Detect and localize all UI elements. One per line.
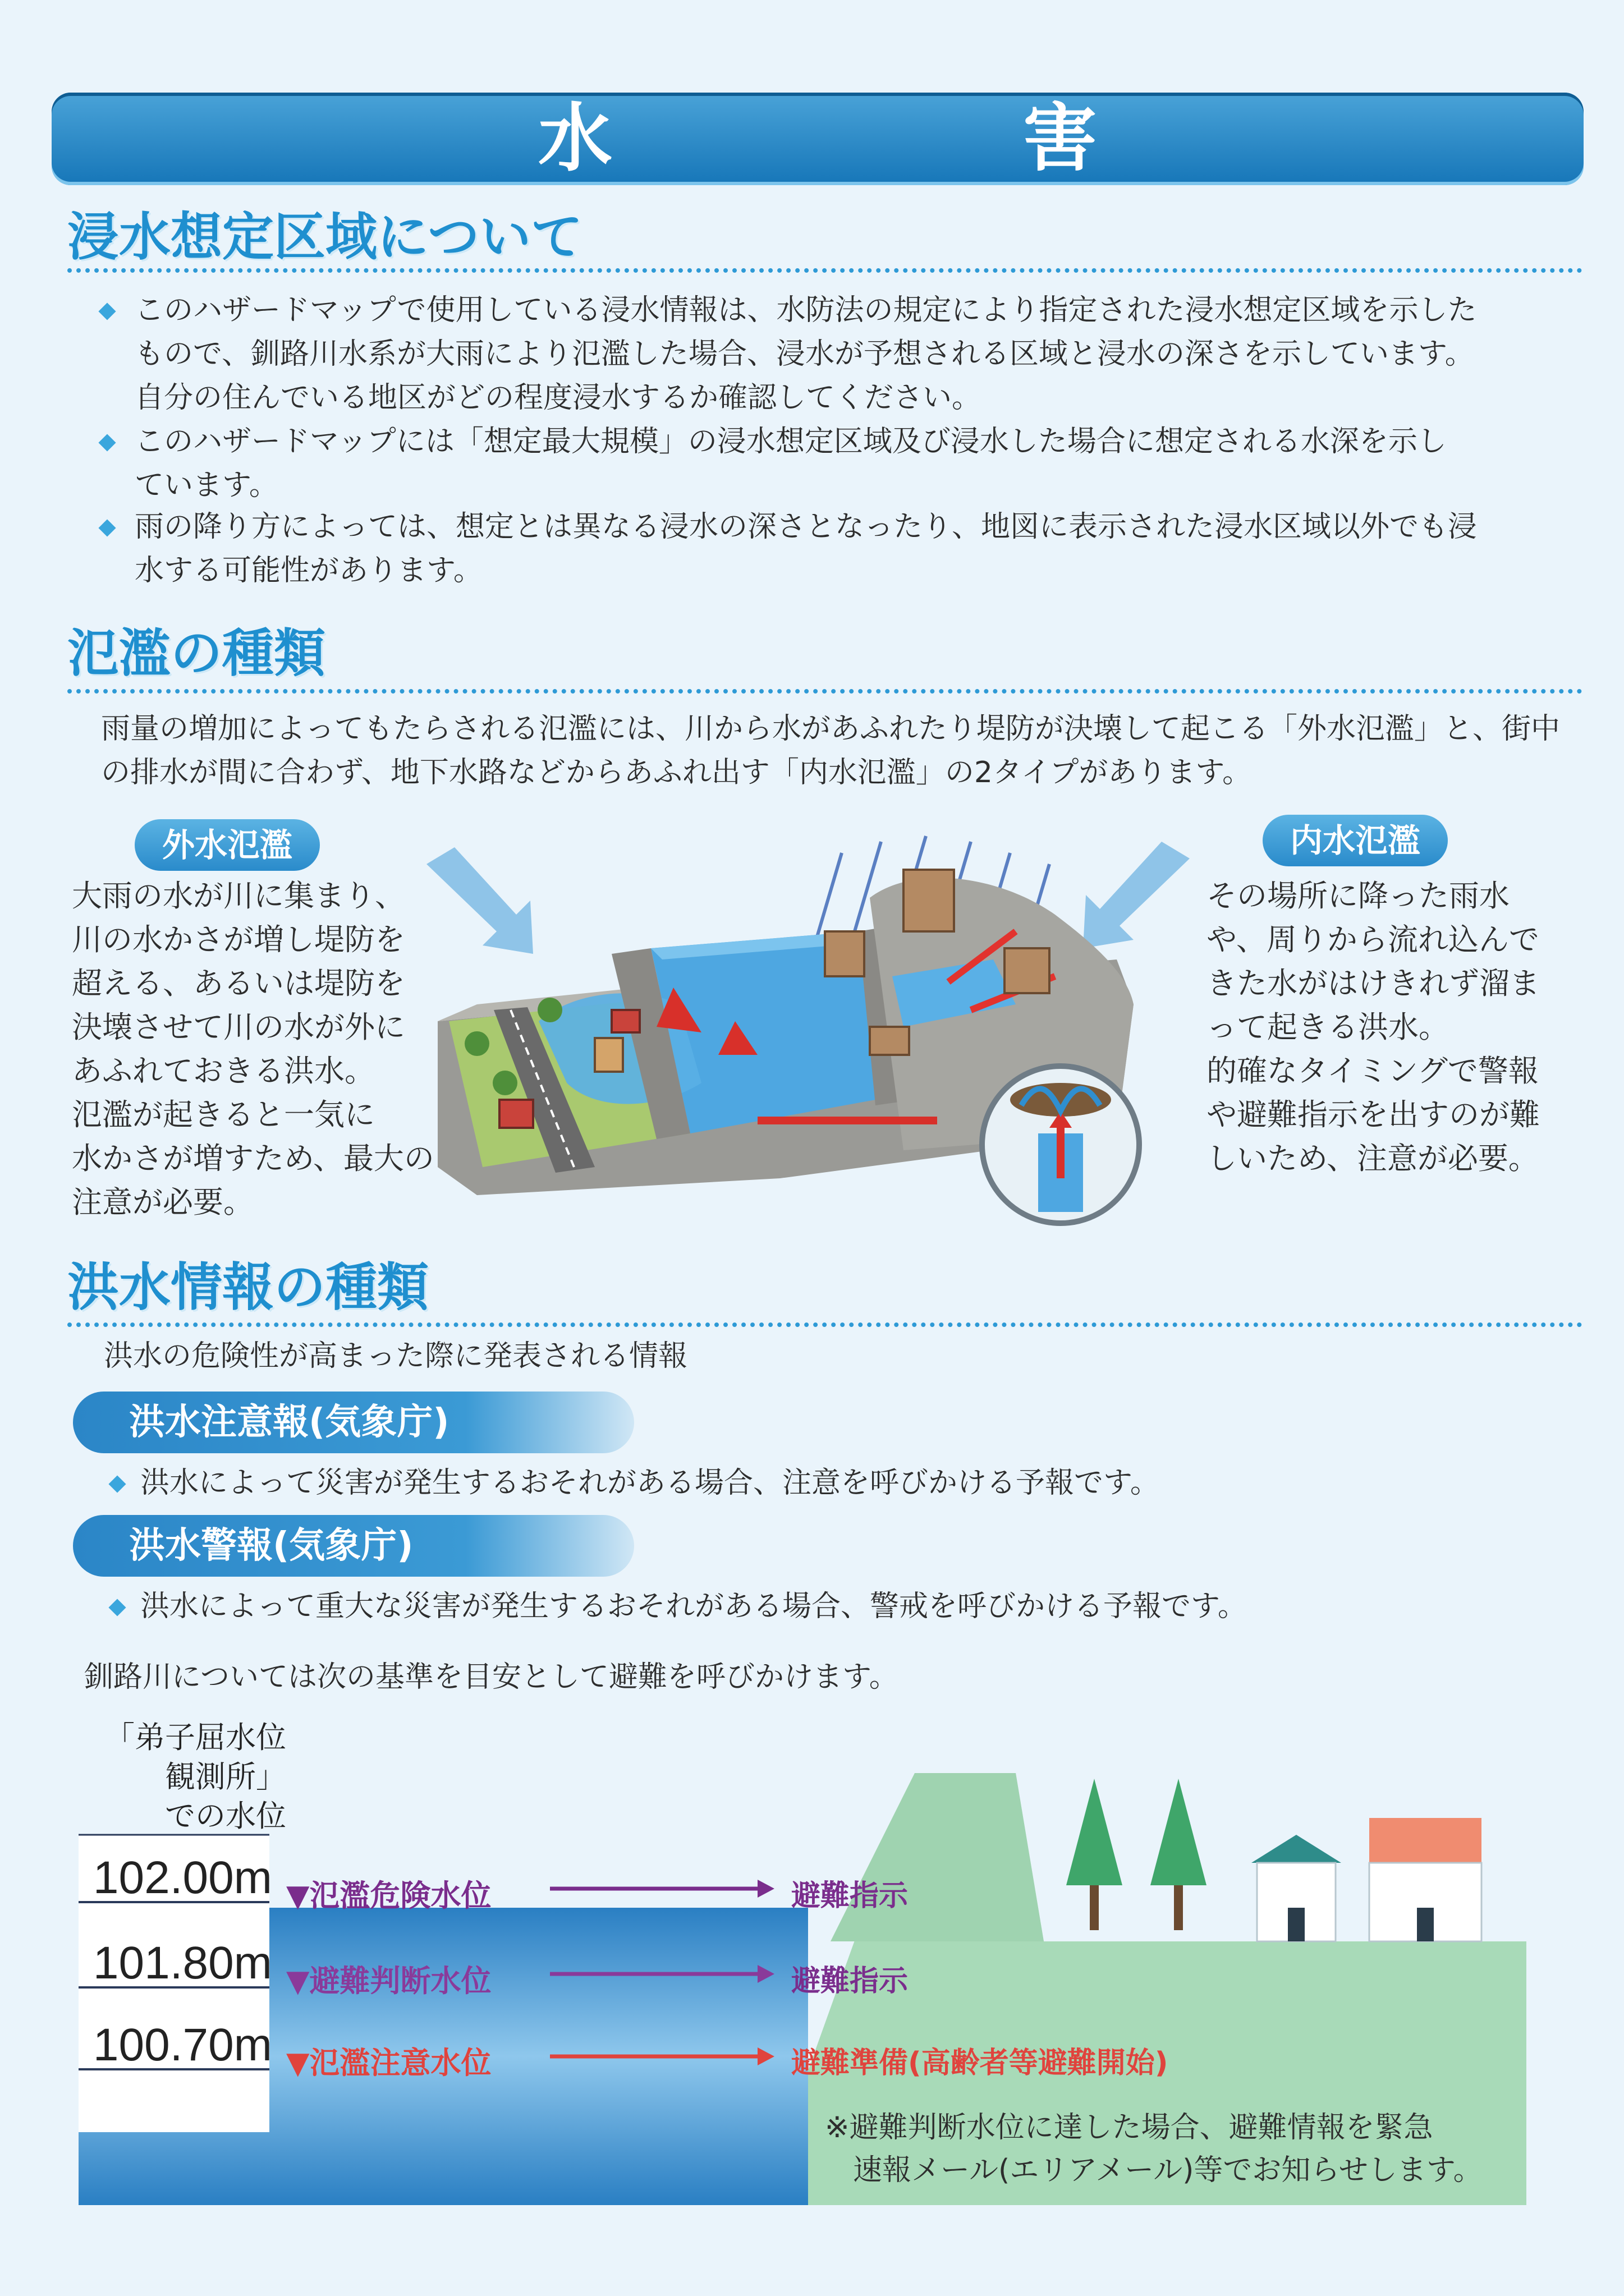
bullet-icon [108, 1475, 126, 1493]
building-icon [870, 1027, 909, 1055]
tree-icon [1066, 1779, 1122, 1885]
external-flood-tag: 外水氾濫 [135, 819, 320, 871]
level-value-danger: 102.00m [93, 1852, 272, 1903]
inflow-arrow-icon [426, 847, 533, 954]
evacuation-note: ※避難判断水位に達した場合、避難情報を緊急 速報メール(エリアメール)等でお知らせします。 [825, 2111, 1483, 2187]
section-heading-inundation-area: 浸水想定区域について [67, 207, 583, 267]
bullet-text-2: このハザードマップには「想定最大規模」の浸水想定区域及び浸水した場合に想定される水深を示し ています。 [135, 425, 1447, 502]
house-icon [499, 1100, 533, 1128]
level-value-caution: 100.70m [93, 2019, 272, 2070]
section-divider [67, 1323, 1582, 1327]
flood-info-intro: 洪水の危険性が高まった際に発表される情報 [104, 1339, 688, 1373]
building-icon [825, 931, 864, 976]
internal-flood-description: その場所に降った雨水 や、周りから流れ込んで きた水がはけきれず溜ま って起きる洪水。 的確なタイミングで警報 や避難指示を出すのが難 しいため、注意が必要。 [1206, 878, 1540, 1176]
bullet-icon [98, 519, 116, 536]
evacuation-criteria-intro: 釧路川については次の基準を目安として避難を呼びかけます。 [84, 1660, 898, 1694]
house-icon [612, 1010, 640, 1032]
result-evacuation-preparation: 避難準備(高齢者等避難開始) [791, 2046, 1168, 2080]
inflow-arrow-icon [1083, 842, 1190, 948]
bullet-icon [108, 1599, 126, 1616]
section-divider [67, 689, 1582, 694]
flood-advisory-desc: 洪水によって災害が発生するおそれがある場合、注意を呼びかける予報です。 [140, 1466, 1159, 1500]
result-evacuation-order-1: 避難指示 [791, 1879, 909, 1913]
result-evacuation-order-2: 避難指示 [791, 1964, 909, 1998]
section-divider [67, 268, 1582, 273]
flood-warning-desc: 洪水によって重大な災害が発生するおそれがある場合、警戒を呼びかける予報です。 [140, 1590, 1247, 1623]
flood-illustration [410, 819, 1206, 1246]
level-value-judgment: 101.80m [93, 1937, 272, 1989]
house-icon [595, 1038, 623, 1072]
tree-icon [493, 1071, 517, 1095]
external-flood-description: 大雨の水が川に集まり、 川の水かさが増し堤防を 超える、あるいは堤防を 決壊させて川の水が外に あふれておきる洪水。 氾濫が起きると一気に 水かさが増すため、最大の 注意が必要。 [72, 878, 434, 1220]
house-icon [1251, 1835, 1341, 1863]
flood-warning-title: 洪水警報(気象庁) [73, 1515, 634, 1577]
flood-advisory-title: 洪水注意報(気象庁) [73, 1392, 634, 1453]
gauge-header: 「弟子屈水位観測所」 での水位 [104, 1720, 286, 1834]
level-label-judgment: ▼避難判断水位 [286, 1963, 492, 1999]
tree-icon [538, 998, 562, 1022]
house-icon [1369, 1818, 1481, 1863]
section-heading-flood-types: 氾濫の種類 [67, 623, 326, 683]
page-title: 水 害 [538, 95, 1265, 182]
bullet-icon [98, 434, 116, 451]
bullet-icon [98, 302, 116, 320]
building-icon [903, 870, 954, 931]
building-icon [1004, 948, 1049, 993]
tree-icon [465, 1031, 489, 1056]
level-label-danger: ▼氾濫危険水位 [286, 1878, 492, 1913]
bullet-text-3: 雨の降り方によっては、想定とは異なる浸水の深さとなったり、地図に表示された浸水区域以外でも浸 水する可能性があります。 [135, 510, 1478, 587]
flood-types-intro: 雨量の増加によってもたらされる氾濫には、川から水があふれたり堤防が決壊して起こる「外水氾濫」と、街中 の排水が間に合わず、地下水路などからあふれ出す「内水氾濫」の2タイプがあります。 [101, 712, 1561, 789]
section-heading-flood-info: 洪水情報の種類 [67, 1257, 429, 1317]
level-label-caution: ▼氾濫注意水位 [286, 2045, 492, 2081]
bullet-text-1: このハザードマップで使用している浸水情報は、水防法の規定により指定された浸水想定区域を示した もので、釧路川水系が大雨により氾濫した場合、浸水が予想される区域と浸水の深さを示しています。 自分の住んでいる地区がどの程度浸水するか確認してください。 [135, 293, 1477, 415]
internal-flood-tag: 内水氾濫 [1263, 815, 1448, 866]
tree-icon [1150, 1779, 1206, 1885]
